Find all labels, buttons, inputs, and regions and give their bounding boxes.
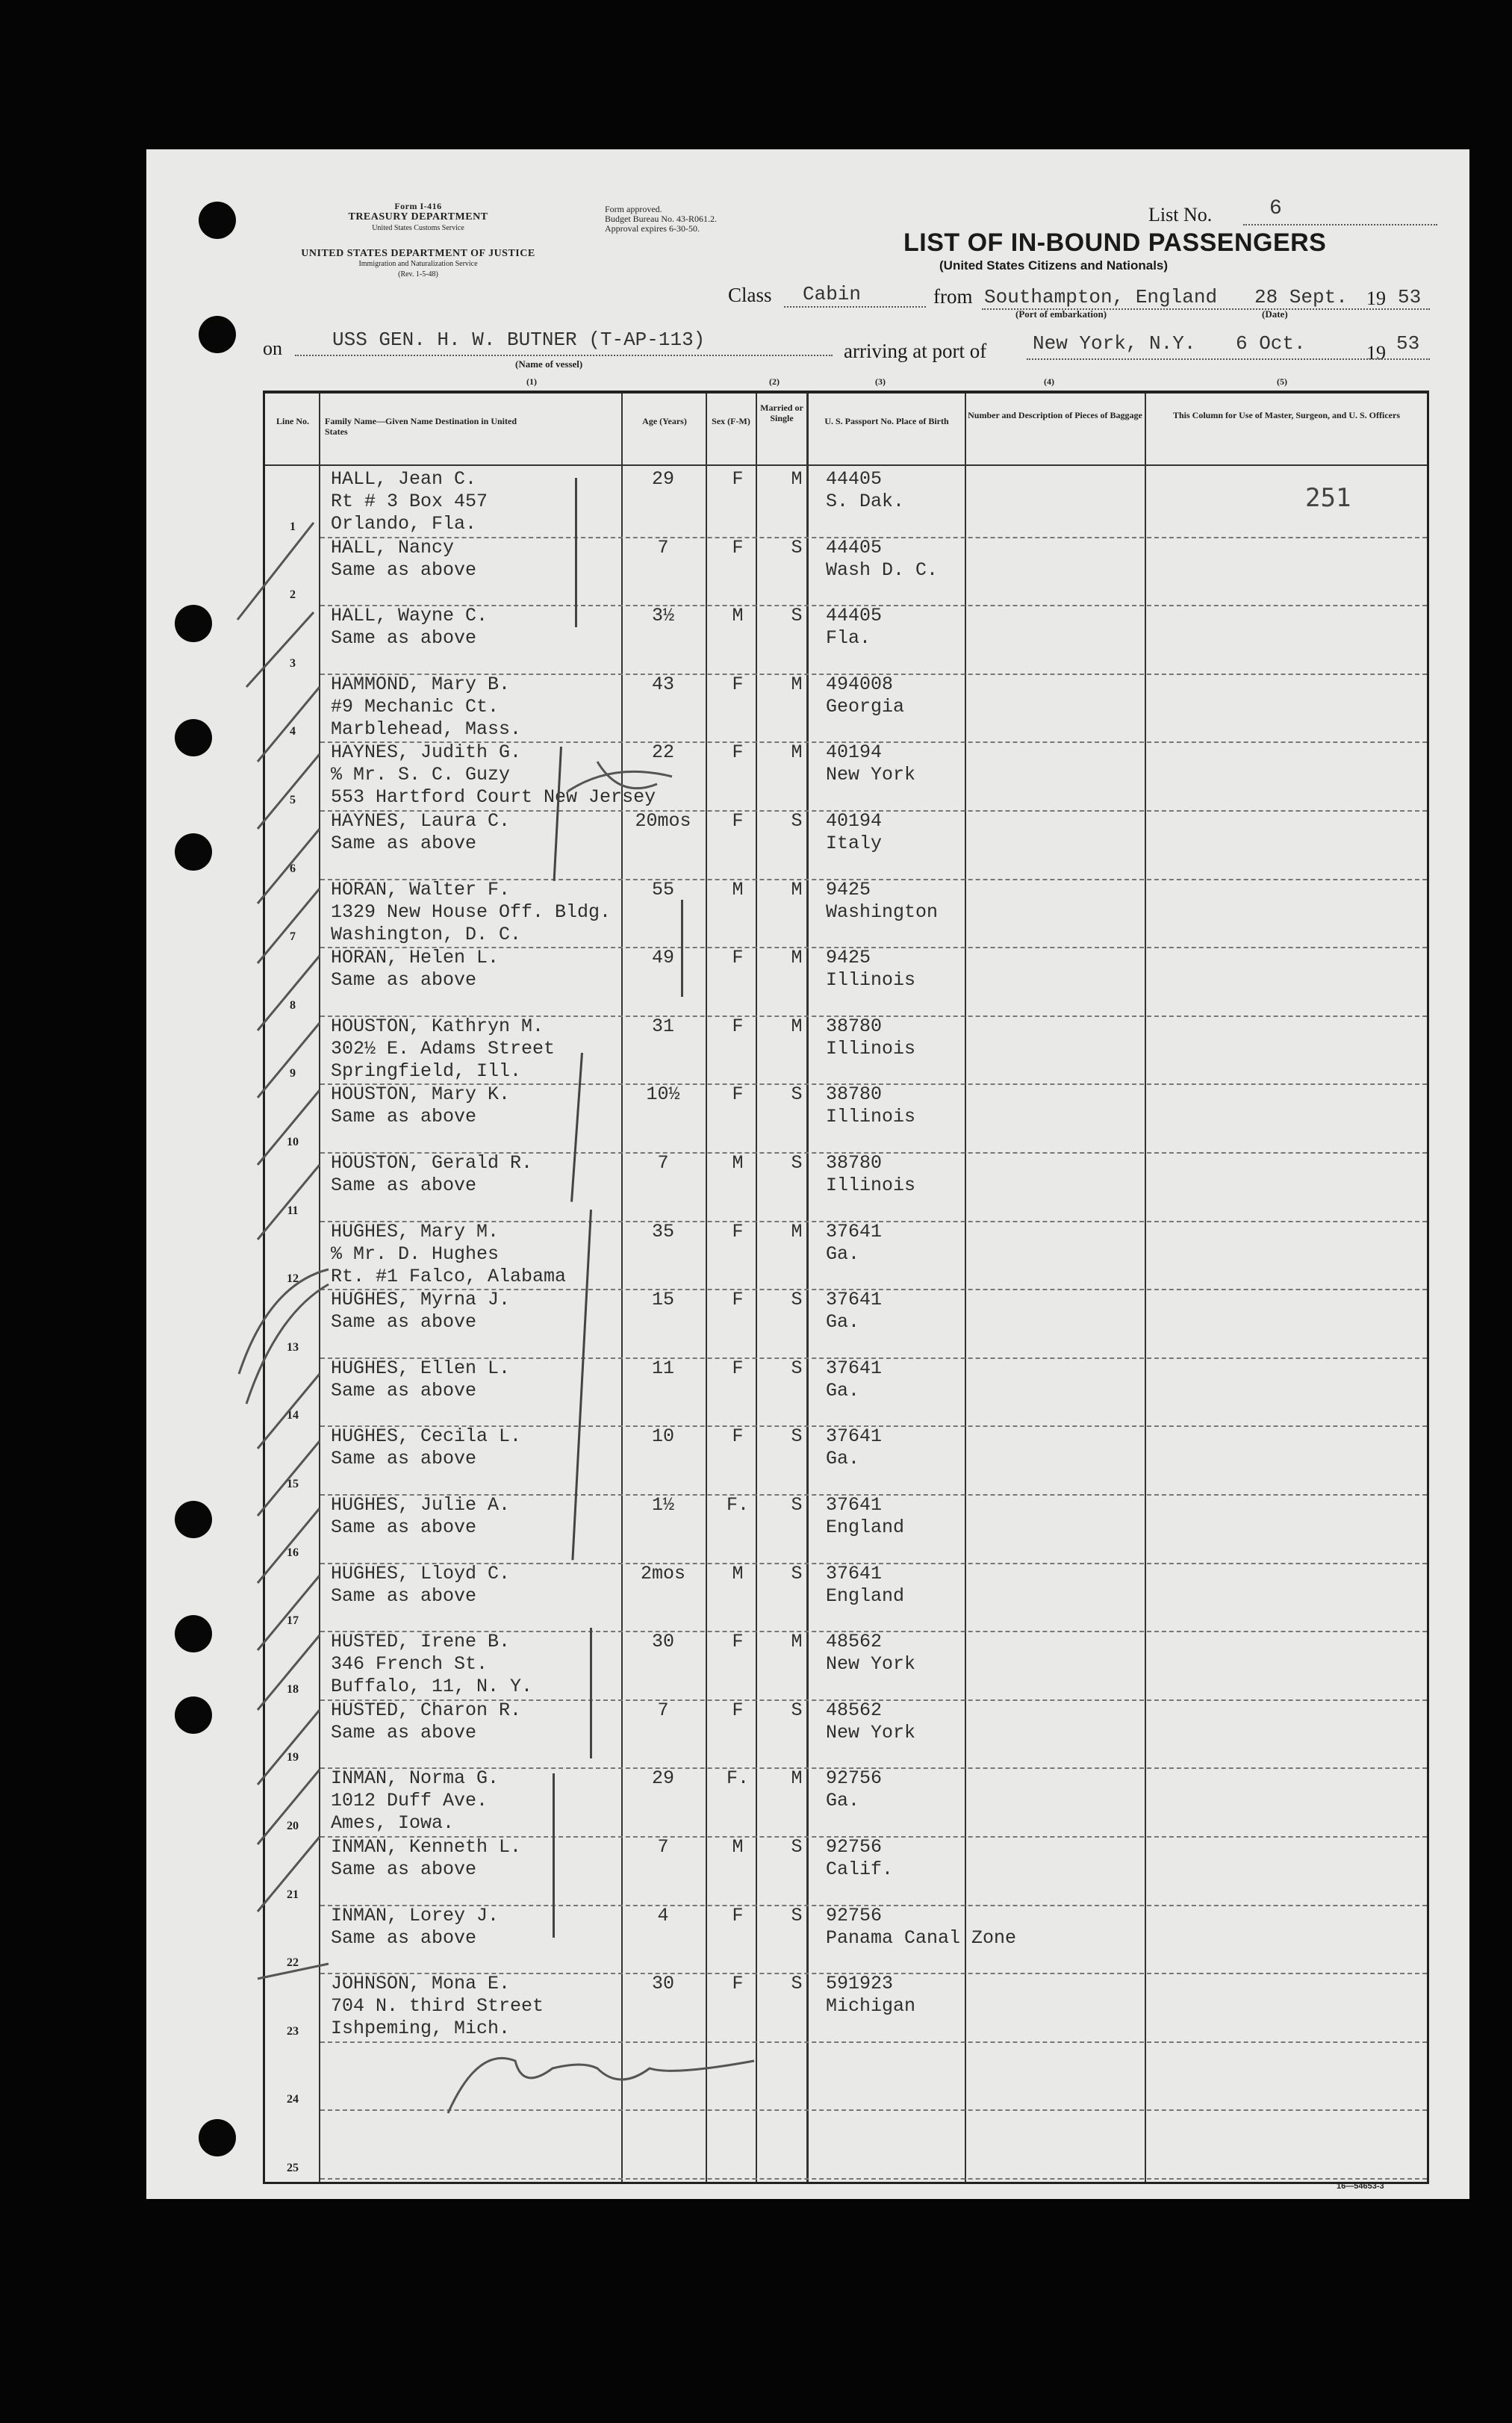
form-approved: Form approved. (605, 204, 662, 214)
line-number: 8 (290, 998, 296, 1012)
passport-no: 38780 (826, 1015, 883, 1037)
place-of-birth: Calif. (826, 1859, 894, 1880)
passport-no: 48562 (826, 1699, 883, 1721)
destination-line: Same as above (331, 1175, 477, 1196)
line-number: 6 (290, 862, 296, 875)
age: 7 (657, 1152, 669, 1174)
table-row (265, 1563, 1427, 1632)
sex: F (732, 468, 744, 490)
line-number: 5 (290, 793, 296, 806)
age: 7 (657, 1836, 669, 1858)
row-divider (320, 2178, 1427, 2180)
destination-line: Rt # 3 Box 457 (331, 491, 488, 512)
destination-line: Same as above (331, 1721, 477, 1744)
date-label: (Date) (1262, 308, 1288, 320)
passenger-name: HUGHES, Myrna J. (331, 1289, 511, 1311)
place-of-birth: Ga. (826, 1311, 860, 1334)
line-number: 25 (287, 2161, 299, 2174)
sex: F (732, 947, 744, 969)
budget-bureau: Budget Bureau No. 43-R061.2. (605, 214, 717, 224)
place-of-birth: England (826, 1584, 905, 1607)
table-row (265, 879, 1427, 948)
marital-status: M (791, 673, 803, 695)
table-row (265, 1083, 1427, 1152)
place-of-birth: Panama Canal Zone (826, 1926, 1017, 1949)
destination-line: 346 French St. (331, 1653, 488, 1676)
age: 4 (657, 1904, 669, 1926)
sex: F (732, 536, 744, 559)
col-header-line: Line No. (276, 416, 309, 426)
destination-line: #9 Mechanic Ct. (331, 695, 500, 718)
age: 7 (657, 1699, 669, 1721)
table-row (265, 468, 1427, 537)
age: 2mos (640, 1562, 685, 1584)
destination-line: Ames, Iowa. (331, 1812, 455, 1835)
destination-line: Buffalo, 11, N. Y. (331, 1676, 533, 1698)
officer-note: 251 (1305, 483, 1351, 513)
col-header-age: Age (Years) (642, 416, 687, 426)
marital-status: S (791, 1836, 803, 1858)
passenger-name: HUGHES, Lloyd C. (331, 1562, 511, 1584)
marital-status: S (791, 1152, 803, 1174)
passenger-name: HALL, Wayne C. (331, 605, 488, 627)
sex: F (732, 1083, 744, 1106)
destination-line: Same as above (331, 1106, 477, 1128)
table-row (265, 2041, 1427, 2110)
place-of-birth: England (826, 1517, 905, 1538)
page-title: LIST OF IN-BOUND PASSENGERS (903, 228, 1327, 257)
age: 11 (651, 1357, 674, 1379)
age: 10½ (646, 1083, 680, 1106)
customs-service: United States Customs Service (372, 224, 464, 232)
approval-expires: Approval expires 6-30-50. (605, 223, 700, 234)
place-of-birth: Ga. (826, 1379, 860, 1402)
marital-status: S (791, 536, 803, 559)
line-number: 2 (290, 588, 296, 602)
table-row (265, 537, 1427, 606)
line-number: 11 (287, 1204, 299, 1217)
punch-hole (175, 719, 212, 756)
table-row (265, 605, 1427, 674)
class-label: Class (728, 284, 772, 306)
place-of-birth: Michigan (826, 1995, 916, 2018)
punch-hole (175, 605, 212, 642)
place-of-birth: Illinois (826, 1037, 916, 1060)
line-number: 13 (287, 1340, 299, 1354)
destination-line: Same as above (331, 1311, 477, 1334)
marital-status: M (791, 1767, 803, 1790)
line-number: 20 (287, 1819, 299, 1832)
line-number: 24 (287, 2093, 299, 2106)
passenger-name: HOUSTON, Kathryn M. (331, 1015, 544, 1037)
passport-no: 37641 (826, 1494, 883, 1516)
sex: F. (726, 1767, 749, 1790)
place-of-birth: Ga. (826, 1242, 860, 1265)
port-embark-label: (Port of embarkation) (1015, 308, 1107, 320)
place-of-birth: New York (826, 764, 916, 786)
group-bracket (553, 1773, 555, 1938)
destination-line: % Mr. S. C. Guzy (331, 764, 511, 786)
passport-no: 37641 (826, 1357, 883, 1379)
vessel-label: (Name of vessel) (515, 358, 583, 370)
from-label: from (933, 285, 973, 308)
sex: F (732, 1973, 744, 1995)
passenger-name: HAYNES, Laura C. (331, 810, 511, 832)
list-no-line (1243, 224, 1437, 225)
arrival-port: New York, N.Y. (1033, 332, 1196, 355)
line-number: 12 (287, 1272, 299, 1286)
col-header-passport: U. S. Passport No. Place of Birth (824, 416, 949, 426)
destination-line: Same as above (331, 833, 477, 854)
passenger-name: HORAN, Helen L. (331, 947, 500, 969)
destination-line: Same as above (331, 1448, 477, 1470)
destination-line: 302½ E. Adams Street (331, 1037, 556, 1060)
sex: M (732, 1836, 744, 1858)
passport-no: 44405 (826, 536, 883, 559)
place-of-birth: S. Dak. (826, 491, 905, 512)
revision: (Rev. 1-5-48) (398, 270, 438, 279)
sex: F (732, 1357, 744, 1379)
sex: M (732, 1562, 744, 1584)
passport-no: 44405 (826, 605, 883, 627)
footer-code: 16—54653-3 (1337, 2182, 1384, 2191)
table-row (265, 674, 1427, 742)
passport-no: 44405 (826, 468, 883, 490)
table-row (265, 810, 1427, 879)
destination-line: Same as above (331, 627, 477, 650)
passport-no: 92756 (826, 1904, 883, 1926)
line-number: 4 (290, 725, 296, 738)
age: 1½ (651, 1494, 674, 1516)
destination-line: Rt. #1 Falco, Alabama (331, 1265, 567, 1287)
punch-hole (175, 1615, 212, 1652)
form-number: Form I-416 (394, 201, 442, 211)
marital-status: S (791, 810, 803, 832)
passport-no: 40194 (826, 741, 883, 764)
sex: M (732, 605, 744, 627)
passenger-name: HOUSTON, Mary K. (331, 1083, 511, 1106)
arrival-line (1027, 358, 1430, 360)
destination-line: Springfield, Ill. (331, 1060, 522, 1082)
arrival-year: 53 (1396, 332, 1420, 355)
destination-line: Same as above (331, 1926, 477, 1949)
line-number: 23 (287, 2024, 299, 2038)
marital-status: S (791, 1494, 803, 1516)
sex: M (732, 878, 744, 901)
line-number: 7 (290, 930, 296, 944)
treasury-dept: TREASURY DEPARTMENT (348, 211, 488, 223)
col-num-4: (4) (1044, 376, 1054, 387)
punch-hole (199, 2119, 236, 2156)
passport-no: 48562 (826, 1631, 883, 1653)
marital-status: S (791, 1973, 803, 1995)
line-number: 19 (287, 1751, 299, 1764)
group-bracket (681, 900, 683, 997)
sex: F (732, 1904, 744, 1926)
from-year-prefix: 19 (1366, 287, 1386, 309)
punch-hole (199, 202, 236, 239)
marital-status: S (791, 1357, 803, 1379)
line-number: 21 (287, 1888, 299, 1901)
destination-line: Orlando, Fla. (331, 513, 477, 535)
destination-line: Same as above (331, 559, 477, 581)
col-header-marital: Married or Single (760, 402, 803, 423)
age: 35 (651, 1220, 674, 1242)
table-row (265, 1357, 1427, 1426)
line-number: 18 (287, 1682, 299, 1696)
age: 3½ (651, 605, 674, 627)
age: 43 (651, 673, 674, 695)
arriving-label: arriving at port of (844, 340, 987, 362)
passport-no: 9425 (826, 947, 871, 969)
destination-line: % Mr. D. Hughes (331, 1242, 500, 1265)
passport-no: 9425 (826, 878, 871, 901)
line-number: 22 (287, 1956, 299, 1970)
list-no-value: 6 (1269, 197, 1282, 220)
table-row (265, 1631, 1427, 1699)
sex: F (732, 810, 744, 832)
age: 29 (651, 1767, 674, 1790)
table-row (265, 1289, 1427, 1357)
place-of-birth: Illinois (826, 1106, 916, 1128)
table-row (265, 741, 1427, 810)
place-of-birth: Italy (826, 833, 883, 854)
marital-status: S (791, 1425, 803, 1448)
marital-status: S (791, 1289, 803, 1311)
marital-status: M (791, 1220, 803, 1242)
destination-line: 1012 Duff Ave. (331, 1790, 488, 1812)
destination-line: 704 N. third Street (331, 1995, 544, 2018)
punch-hole (199, 316, 236, 353)
group-bracket (575, 478, 577, 627)
sex: F (732, 1220, 744, 1242)
passport-no: 37641 (826, 1562, 883, 1584)
place-of-birth: Illinois (826, 969, 916, 992)
passport-no: 38780 (826, 1152, 883, 1174)
marital-status: M (791, 878, 803, 901)
from-date: 28 Sept. (1254, 286, 1348, 308)
place-of-birth: New York (826, 1653, 916, 1676)
passenger-table (263, 391, 1429, 2184)
destination-line: Same as above (331, 1584, 477, 1607)
place-of-birth: Washington (826, 901, 939, 923)
marital-status: M (791, 1631, 803, 1653)
table-row (265, 1973, 1427, 2041)
place-of-birth: Ga. (826, 1790, 860, 1812)
age: 7 (657, 536, 669, 559)
place-of-birth: New York (826, 1721, 916, 1744)
passport-no: 92756 (826, 1767, 883, 1790)
from-year: 53 (1398, 286, 1422, 308)
age: 15 (651, 1289, 674, 1311)
class-line (784, 306, 926, 308)
sex: F (732, 1289, 744, 1311)
line-number: 1 (290, 520, 296, 533)
place-of-birth: Ga. (826, 1448, 860, 1470)
table-row (265, 1836, 1427, 1905)
passport-no: 92756 (826, 1836, 883, 1858)
passport-no: 37641 (826, 1220, 883, 1242)
col-header-name: Family Name—Given Name Destination in United States (325, 416, 517, 437)
line-number: 14 (287, 1409, 299, 1422)
marital-status: S (791, 605, 803, 627)
passport-no: 494008 (826, 673, 894, 695)
age: 55 (651, 878, 674, 901)
age: 31 (651, 1015, 674, 1037)
group-bracket (590, 1628, 592, 1758)
passport-no: 37641 (826, 1289, 883, 1311)
sex: F (732, 741, 744, 764)
sex: M (732, 1152, 744, 1174)
marital-status: S (791, 1699, 803, 1721)
place-of-birth: Illinois (826, 1175, 916, 1196)
table-row (265, 1221, 1427, 1290)
passenger-name: HAMMOND, Mary B. (331, 673, 511, 695)
col-num-3: (3) (875, 376, 886, 387)
table-row (265, 1152, 1427, 1221)
place-of-birth: Wash D. C. (826, 559, 939, 581)
passenger-name: HALL, Nancy (331, 536, 455, 559)
justice-dept: UNITED STATES DEPARTMENT OF JUSTICE (301, 248, 535, 259)
table-row (265, 1699, 1427, 1768)
passport-no: 37641 (826, 1425, 883, 1448)
passenger-name: HUSTED, Irene B. (331, 1631, 511, 1653)
marital-status: S (791, 1904, 803, 1926)
vessel-line (295, 355, 833, 356)
passport-no: 40194 (826, 810, 883, 832)
arrival-year-prefix: 19 (1366, 342, 1386, 364)
punch-hole (175, 1501, 212, 1538)
header-rule (265, 464, 1427, 466)
passenger-name: HUGHES, Cecila L. (331, 1425, 522, 1448)
ins-service: Immigration and Naturalization Service (358, 260, 478, 268)
sex: F (732, 673, 744, 695)
destination-line: Same as above (331, 969, 477, 992)
col-header-baggage: Number and Description of Pieces of Baggage (968, 410, 1142, 420)
table-row (265, 1905, 1427, 1973)
arrival-date: 6 Oct. (1236, 332, 1306, 355)
passenger-name: HOUSTON, Gerald R. (331, 1152, 533, 1174)
vessel-name: USS GEN. H. W. BUTNER (T-AP-113) (332, 329, 706, 351)
punch-hole (175, 1696, 212, 1734)
destination-line: 553 Hartford Court New Jersey (331, 786, 656, 809)
passenger-name: HUGHES, Mary M. (331, 1220, 500, 1242)
sex: F (732, 1015, 744, 1037)
col-header-sex: Sex (F-M) (712, 416, 750, 426)
passenger-name: HUGHES, Ellen L. (331, 1357, 511, 1379)
table-row (265, 947, 1427, 1015)
passenger-name: INMAN, Lorey J. (331, 1904, 500, 1926)
table-row (265, 1015, 1427, 1084)
from-value: Southampton, England (984, 286, 1218, 308)
line-number: 16 (287, 1546, 299, 1559)
line-number: 3 (290, 656, 296, 670)
destination-line: Same as above (331, 1859, 477, 1880)
table-row (265, 1425, 1427, 1494)
passenger-name: INMAN, Norma G. (331, 1767, 500, 1790)
col-num-5: (5) (1277, 376, 1287, 387)
marital-status: S (791, 1562, 803, 1584)
marital-status: S (791, 1083, 803, 1106)
passport-no: 591923 (826, 1973, 894, 1995)
page-subtitle: (United States Citizens and Nationals) (939, 258, 1169, 273)
table-row (265, 2109, 1427, 2178)
sex: F (732, 1425, 744, 1448)
place-of-birth: Georgia (826, 695, 905, 718)
sex: F. (726, 1494, 749, 1516)
table-row (265, 1494, 1427, 1563)
passenger-name: HAYNES, Judith G. (331, 741, 522, 764)
line-number: 10 (287, 1135, 299, 1148)
destination-line: Washington, D. C. (331, 923, 522, 945)
list-no-label: List No. (1148, 204, 1213, 225)
col-num-1: (1) (526, 376, 537, 387)
marital-status: M (791, 741, 803, 764)
destination-line: Same as above (331, 1517, 477, 1538)
age: 10 (651, 1425, 674, 1448)
destination-line: Same as above (331, 1379, 477, 1402)
age: 20mos (635, 810, 691, 832)
passport-no: 38780 (826, 1083, 883, 1106)
passenger-name: JOHNSON, Mona E. (331, 1973, 511, 1995)
passenger-name: HALL, Jean C. (331, 468, 477, 490)
on-label: on (263, 338, 282, 359)
destination-line: Marblehead, Mass. (331, 718, 522, 740)
passenger-name: INMAN, Kenneth L. (331, 1836, 522, 1858)
sex: F (732, 1699, 744, 1721)
line-number: 15 (287, 1477, 299, 1490)
line-number: 17 (287, 1614, 299, 1628)
age: 29 (651, 468, 674, 490)
line-number: 9 (290, 1067, 296, 1080)
age: 30 (651, 1973, 674, 1995)
destination-line: Ishpeming, Mich. (331, 2018, 511, 2040)
destination-line: 1329 New House Off. Bldg. (331, 901, 612, 923)
table-row (265, 1767, 1427, 1836)
marital-status: M (791, 1015, 803, 1037)
class-value: Cabin (803, 283, 862, 305)
age: 22 (651, 741, 674, 764)
age: 49 (651, 947, 674, 969)
col-num-2: (2) (769, 376, 780, 387)
place-of-birth: Fla. (826, 627, 871, 650)
punch-hole (175, 833, 212, 871)
passenger-name: HUGHES, Julie A. (331, 1494, 511, 1516)
age: 30 (651, 1631, 674, 1653)
passenger-name: HORAN, Walter F. (331, 878, 511, 901)
sex: F (732, 1631, 744, 1653)
marital-status: M (791, 947, 803, 969)
passenger-name: HUSTED, Charon R. (331, 1699, 522, 1721)
marital-status: M (791, 468, 803, 490)
col-header-officers: This Column for Use of Master, Surgeon, and U. S. Officers (1172, 410, 1400, 420)
